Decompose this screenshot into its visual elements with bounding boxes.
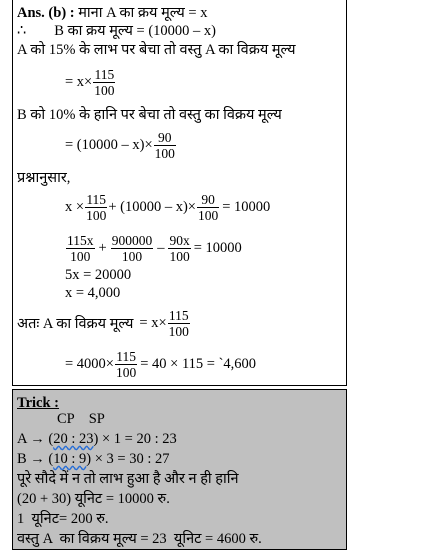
equation-2-fraction [154,130,176,161]
equation-3-fraction-a [85,192,107,223]
equation-3-part-b: + (10000 – x)× [108,198,196,215]
answer-line-2 [17,22,216,40]
trick-line-4: वस्तु A का विक्रय मूल्य = 23 यूनिट = 4600 रु. [17,531,262,547]
answer-sp-a-label: अतः A का विक्रय मूल्य [17,316,134,332]
equation-3-part-c: = 10000 [222,198,271,215]
equation-4-b-numerator: 900000 [111,232,153,248]
equation-7-left: = 4000× [65,355,114,372]
trick-row-a-suffix: ) × 1 = 20 : 23 [93,431,177,447]
equation-3-b-numerator: 90 [197,192,219,208]
equation-4-a-numerator: 115x [67,232,94,248]
equation-4-b-denominator: 100 [121,248,143,264]
equation-1 [65,63,116,101]
trick-line-2: (20 + 30) यूनिट = 10000 रु. [17,491,170,507]
trick-row-a [17,430,177,448]
equation-3-part-a: x × [65,198,85,215]
equation-4-c-numerator: 90x [169,232,190,248]
answer-heading: Ans. (b) : [17,5,75,21]
answer-sp-a-numerator: 115 [168,307,189,323]
equation-6: x = 4,000 [65,285,121,301]
trick-row-a-ratio: 20 : 23 [53,431,94,447]
trick-row-a-prefix: A → ( [17,431,54,447]
equation-1-denominator: 100 [94,82,115,98]
answer-sp-a-eq: = x× [139,314,167,331]
equation-2-denominator: 100 [154,145,175,161]
trick-box [12,389,347,550]
equation-3-fraction-b [197,192,219,223]
equation-7-right: = 40 × 115 = `4,600 [140,355,257,372]
trick-columns: CP SP [57,411,105,427]
answer-line-3: A को 15% के लाभ पर बेचा तो वस्तु A का विक्रय मूल्य [17,42,296,58]
equation-4-fraction-a [66,233,95,264]
trick-row-b [17,450,170,468]
equation-4-rhs: = 10000 [193,239,242,256]
equation-7 [65,345,256,383]
answer-sp-a-fraction [168,308,190,339]
equation-7-numerator: 115 [116,348,136,364]
equation-5: 5x = 20000 [65,267,132,283]
equation-4-fraction-b [111,233,154,264]
answer-line-6 [17,304,191,342]
equation-1-left: = x× [65,73,93,90]
equation-3 [65,188,270,226]
trick-row-b-suffix: ) × 3 = 30 : 27 [86,451,170,467]
equation-3-a-numerator: 115 [86,191,107,207]
answer-box [12,0,347,386]
trick-line-1: पूरे सौदे में न तो लाभ हुआ है और न ही हानि [17,471,239,487]
therefore-symbol: ∴ [17,23,27,39]
equation-2-left: = (10000 – x)× [65,136,153,153]
equation-1-fraction [93,67,115,98]
trick-row-b-prefix: B → ( [17,451,54,467]
equation-1-numerator: 115 [94,66,115,82]
equation-7-denominator: 100 [115,364,137,380]
equation-4-a-denominator: 100 [70,248,91,264]
answer-sp-a-denominator: 100 [168,323,189,339]
equation-3-a-denominator: 100 [86,207,107,223]
answer-line-4: B को 10% के हानि पर बेचा तो वस्तु का विक्रय मूल्य [17,107,282,123]
trick-row-b-ratio: 10 : 9 [53,451,87,467]
equation-7-fraction [115,349,137,380]
answer-line-5: प्रश्नानुसार, [17,170,71,186]
equation-4 [65,229,242,267]
equation-3-b-denominator: 100 [197,207,219,223]
answer-line-1 [17,4,207,22]
trick-heading: Trick : [17,395,60,411]
equation-4-fraction-c [168,233,190,264]
answer-assume-text: माना A का क्रय मूल्य = x [74,5,208,21]
trick-line-3: 1 यूनिट= 200 रु. [17,511,109,527]
equation-2-numerator: 90 [154,130,176,146]
equation-4-c-denominator: 100 [169,248,190,264]
answer-b-cost-text: B का क्रय मूल्य = (10000 – x) [54,23,217,39]
equation-4-minus: – [157,239,165,256]
equation-2 [65,126,177,164]
equation-4-plus: + [98,239,107,256]
